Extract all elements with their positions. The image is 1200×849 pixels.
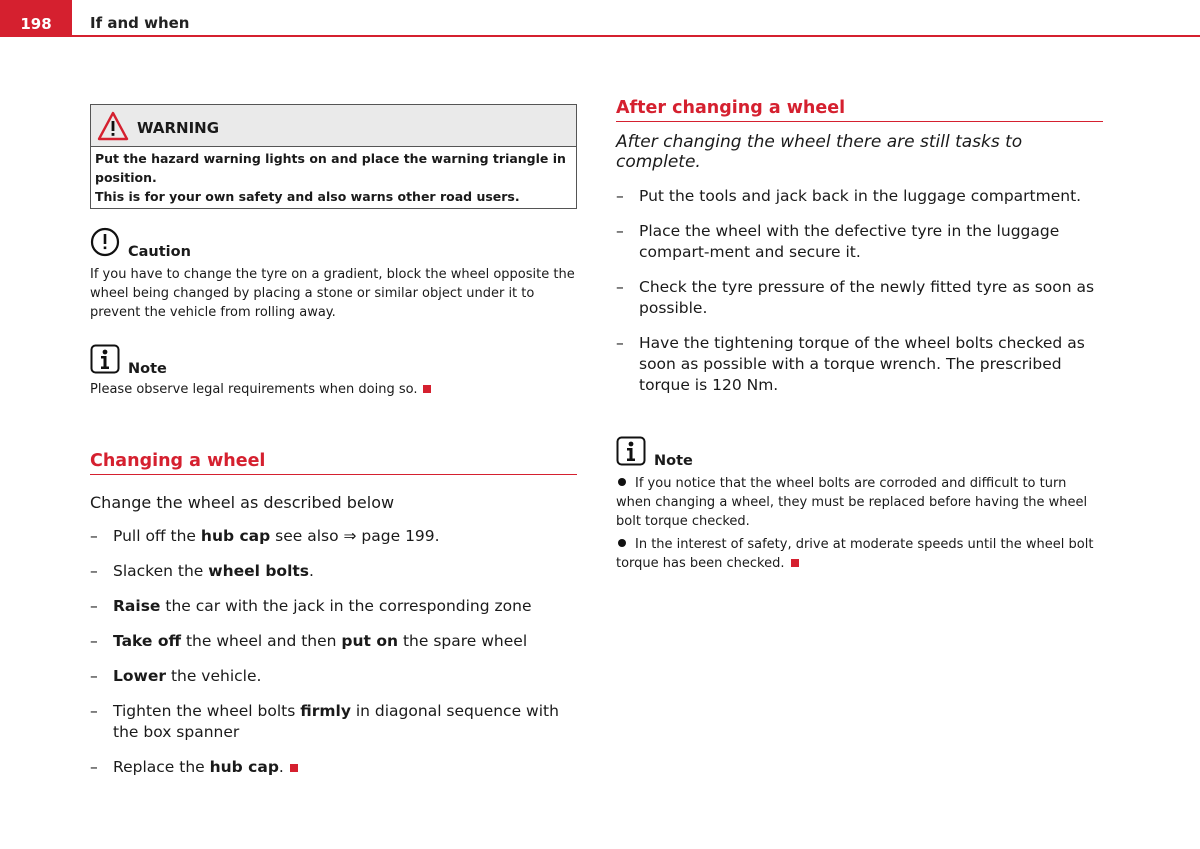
step-text: the spare wheel — [398, 632, 528, 650]
info-i-icon — [90, 344, 120, 374]
note-bullet — [616, 535, 1103, 573]
after-steps — [616, 186, 1103, 396]
list-item — [90, 701, 577, 743]
running-title: If and when — [90, 14, 190, 32]
caution-text: If you have to change the tyre on a gradient, block the wheel opposite the wheel being changed by placing a stone or similar object under it to prevent the vehicle from rolling away. — [90, 267, 575, 320]
dash: – — [90, 667, 98, 685]
page-number: 198 — [0, 0, 72, 37]
dash: – — [616, 278, 624, 296]
step-text: in diagonal sequence with the box spanner — [113, 702, 559, 741]
list-item — [616, 221, 1103, 263]
list-item — [90, 596, 577, 617]
list-item — [616, 333, 1103, 396]
caution-title: Caution — [128, 244, 191, 260]
right-column — [616, 98, 1103, 573]
step-text: Put the tools and jack back in the luggage compartment. — [639, 187, 1082, 205]
step-text: the car with the jack in the corresponding zone — [160, 597, 532, 615]
dash: – — [616, 187, 624, 205]
warning-line: This is for your own safety and also warns other road users. — [95, 189, 520, 204]
list-item — [90, 561, 577, 582]
note-bullet — [616, 474, 1103, 531]
list-item — [616, 277, 1103, 319]
caution-circle-icon — [90, 227, 120, 257]
end-square-icon — [290, 764, 298, 772]
dash: – — [90, 527, 98, 545]
warning-title: WARNING — [137, 118, 220, 137]
step-bold: Raise — [113, 597, 161, 615]
step-text: the vehicle. — [166, 667, 262, 685]
step-bold: firmly — [300, 702, 351, 720]
step-text: Check the tyre pressure of the newly fitted tyre as soon as possible. — [639, 278, 1095, 317]
end-square-icon — [791, 559, 799, 567]
dash: – — [90, 597, 98, 615]
warning-line: Put the hazard warning lights on and place the warning triangle in position. — [95, 151, 566, 185]
bullet-dot — [618, 539, 626, 547]
warning-header — [91, 105, 576, 147]
changing-intro: Change the wheel as described below — [90, 493, 395, 512]
warning-box — [90, 104, 577, 209]
dash: – — [90, 702, 98, 720]
step-text: Pull off the — [113, 527, 201, 545]
step-text: Have the tightening torque of the wheel bolts checked as soon as possible with a torque wrench. The prescribed torque is 120 Nm. — [639, 334, 1085, 394]
step-text: Replace the — [113, 758, 210, 776]
list-item — [90, 666, 577, 687]
step-bold: wheel bolts — [208, 562, 310, 580]
dash: – — [616, 222, 624, 240]
caution-title-row — [90, 227, 577, 260]
note-text — [90, 380, 577, 399]
step-bold: hub cap — [200, 527, 271, 545]
bullet-text: In the interest of safety, drive at moderate speeds until the wheel bolt torque has been checked. — [616, 537, 1094, 571]
list-item — [90, 526, 577, 547]
step-text: . — [309, 562, 314, 580]
header-rule — [0, 35, 1200, 37]
end-square-icon — [423, 385, 431, 393]
step-bold: Lower — [113, 667, 167, 685]
bullet-dot — [618, 478, 626, 486]
note-title: Note — [654, 453, 693, 469]
dash: – — [90, 632, 98, 650]
list-item — [90, 631, 577, 652]
info-i-icon — [616, 436, 646, 466]
note-text-content: Please observe legal requirements when doing so. — [90, 382, 418, 397]
dash: – — [90, 562, 98, 580]
step-text: Tighten the wheel bolts — [113, 702, 301, 720]
note-title-row — [90, 344, 577, 377]
warning-body — [91, 147, 576, 208]
warning-triangle-icon — [97, 111, 129, 141]
step-text: Place the wheel with the defective tyre in the luggage compart-ment and secure it. — [639, 222, 1060, 261]
step-text: see also ⇒ page 199. — [270, 527, 440, 545]
dash: – — [616, 334, 624, 352]
after-intro: After changing the wheel there are still tasks to complete. — [616, 132, 1023, 172]
step-bold: hub cap — [209, 758, 279, 776]
note-title-row — [616, 436, 1103, 469]
bullet-text: If you notice that the wheel bolts are corroded and difficult to turn when changing a wheel, they must be replaced before having the wheel bolt torque checked. — [616, 476, 1088, 529]
step-text: the wheel and then — [181, 632, 342, 650]
dash: – — [90, 758, 98, 776]
section-heading-after-changing: After changing a wheel — [616, 98, 1103, 122]
list-item — [90, 757, 577, 778]
list-item — [616, 186, 1103, 207]
left-column — [90, 104, 577, 778]
changing-steps — [90, 526, 577, 778]
step-bold: Take off — [113, 632, 182, 650]
step-text: . — [278, 758, 284, 776]
step-text: Slacken the — [113, 562, 209, 580]
note-title: Note — [128, 361, 167, 377]
section-heading-changing-wheel: Changing a wheel — [90, 451, 577, 475]
step-bold: put on — [341, 632, 399, 650]
